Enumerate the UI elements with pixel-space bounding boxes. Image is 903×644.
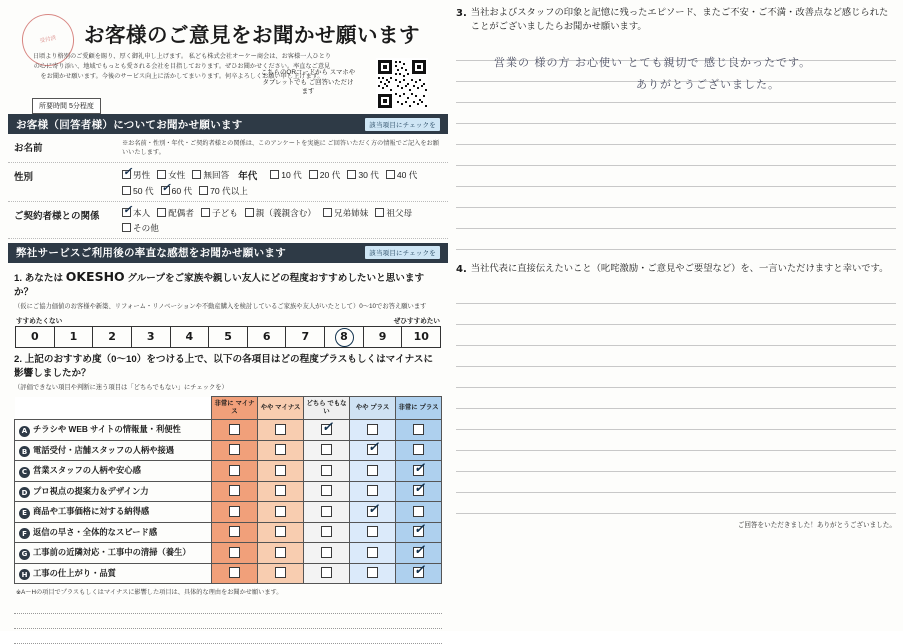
matrix-footnote: ※A～Hの項目でプラスもしくはマイナスに影響した項目は、具体的な理由をお聞かせ願います。 bbox=[16, 589, 283, 597]
question-3 bbox=[456, 6, 896, 34]
checkbox[interactable] bbox=[270, 170, 279, 179]
section-2-tick-note: 該当項目にチェックを bbox=[365, 246, 440, 259]
age-label: 年代 bbox=[238, 170, 258, 182]
checkbox[interactable] bbox=[321, 444, 332, 455]
relation-option-self[interactable] bbox=[122, 207, 150, 219]
question-2-title bbox=[14, 353, 442, 381]
checkbox[interactable] bbox=[367, 526, 378, 537]
cell-b-3[interactable] bbox=[304, 440, 350, 461]
row-marker: D bbox=[19, 487, 30, 498]
checkbox[interactable] bbox=[367, 485, 378, 496]
stamp-icon: 受付済 bbox=[17, 9, 79, 71]
comment-line[interactable] bbox=[14, 599, 442, 614]
option-label: 子ども bbox=[212, 207, 238, 218]
answer-line[interactable] bbox=[456, 124, 896, 145]
column-header-very-positive: 非常に プラス bbox=[396, 397, 442, 420]
cell-g-5[interactable] bbox=[396, 543, 442, 564]
cell-b-2[interactable] bbox=[258, 440, 304, 461]
checkbox[interactable] bbox=[161, 186, 170, 195]
column-header-neutral: どちら でもない bbox=[304, 397, 350, 420]
checkbox[interactable] bbox=[229, 465, 240, 476]
cell-b-4[interactable] bbox=[350, 440, 396, 461]
cell-b-5[interactable] bbox=[396, 440, 442, 461]
cell-b-1[interactable] bbox=[212, 440, 258, 461]
checkbox[interactable] bbox=[367, 506, 378, 517]
question-4 bbox=[456, 262, 896, 277]
row-marker: B bbox=[19, 446, 30, 457]
age-option-30[interactable] bbox=[347, 169, 379, 181]
option-label: 配偶者 bbox=[168, 207, 194, 218]
relation-row bbox=[8, 202, 448, 239]
nps-option-0[interactable]: 0 bbox=[16, 327, 55, 347]
checkbox[interactable] bbox=[192, 170, 201, 179]
right-column bbox=[456, 6, 896, 625]
cell-e-2[interactable] bbox=[258, 502, 304, 523]
checkbox[interactable] bbox=[347, 170, 356, 179]
qr-code-icon bbox=[362, 58, 440, 110]
table-row bbox=[15, 420, 442, 441]
cell-c-3[interactable] bbox=[304, 461, 350, 482]
row-marker: A bbox=[19, 426, 30, 437]
cell-h-1[interactable] bbox=[212, 563, 258, 584]
checkbox[interactable] bbox=[375, 208, 384, 217]
question-1-text-pre: あなたは bbox=[24, 272, 66, 284]
cell-d-2[interactable] bbox=[258, 481, 304, 502]
checkbox[interactable] bbox=[275, 424, 286, 435]
checkbox[interactable] bbox=[321, 526, 332, 537]
brand-name: OKESHO bbox=[65, 268, 125, 284]
section-1-header bbox=[8, 114, 448, 134]
answer-line[interactable] bbox=[456, 430, 896, 451]
cell-a-2[interactable] bbox=[258, 420, 304, 441]
row-text: チラシや WEB サイトの情報量・利便性 bbox=[33, 424, 181, 435]
question-3-number: 3. bbox=[456, 8, 467, 19]
cell-h-3[interactable] bbox=[304, 563, 350, 584]
answer-line[interactable] bbox=[456, 346, 896, 367]
checkbox[interactable] bbox=[367, 547, 378, 558]
gender-age-row bbox=[8, 163, 448, 202]
question-4-text: 当社代表に直接伝えたいこと（叱咤激励・ご意見やご要望など）を、一言いただけますと幸いです。 bbox=[470, 262, 889, 273]
cell-d-5[interactable] bbox=[396, 481, 442, 502]
answer-line[interactable] bbox=[456, 493, 896, 514]
answer-line[interactable] bbox=[456, 409, 896, 430]
checkbox[interactable] bbox=[321, 567, 332, 578]
checkbox[interactable] bbox=[386, 170, 395, 179]
answer-line[interactable] bbox=[456, 451, 896, 472]
row-label-g bbox=[15, 543, 212, 564]
checkbox[interactable] bbox=[275, 526, 286, 537]
checkbox[interactable] bbox=[275, 506, 286, 517]
relation-option-grandparent[interactable] bbox=[375, 207, 412, 219]
relation-option-spouse[interactable] bbox=[157, 207, 194, 219]
option-label: 10 代 bbox=[281, 169, 302, 180]
row-marker: C bbox=[19, 467, 30, 478]
checkbox[interactable] bbox=[245, 208, 254, 217]
checkbox[interactable] bbox=[321, 506, 332, 517]
option-label: 20 代 bbox=[319, 169, 341, 180]
cell-h-5[interactable] bbox=[396, 563, 442, 584]
nps-option-2[interactable]: 2 bbox=[93, 327, 132, 347]
checkbox[interactable] bbox=[157, 208, 166, 217]
checkbox[interactable] bbox=[122, 186, 131, 195]
row-label-b bbox=[15, 440, 212, 461]
relation-options bbox=[122, 207, 442, 234]
question-1-text-post: グループをご家族や親しい友人にどの程度おすすめしたいと思いますか？ bbox=[14, 272, 425, 298]
option-label: 無回答 bbox=[203, 169, 230, 180]
nps-scale[interactable] bbox=[15, 326, 441, 348]
cell-a-3[interactable] bbox=[304, 420, 350, 441]
option-label: 祖父母 bbox=[386, 207, 413, 218]
section-1-tick-note: 該当項目にチェックを bbox=[365, 118, 440, 131]
cell-g-4[interactable] bbox=[350, 543, 396, 564]
answer-line[interactable] bbox=[456, 304, 896, 325]
checkbox[interactable] bbox=[275, 485, 286, 496]
question-1-note: （仮にご協力価値のお客様や新築、リフォーム・リノベーションや不動産購入を検討しているご家族や友人がいたとして）0～10でお答え願います bbox=[14, 302, 427, 310]
cell-a-5[interactable] bbox=[396, 420, 442, 441]
column-header-somewhat-positive: やや プラス bbox=[350, 397, 396, 420]
cell-e-5[interactable] bbox=[396, 502, 442, 523]
question-4-answer-area[interactable] bbox=[456, 283, 896, 514]
checkbox[interactable] bbox=[275, 465, 286, 476]
header-body-text: 日頃より格別のご愛顧を賜り、厚く御礼申し上げます。 私ども株式会社オーケー商会は、お客様一人ひとりの心に寄り添い、地域でもっとも愛される会社を目指しております。ぜひお聞かせください。率直なご意見をお聞かせ願います。今後のサービス向上に活かしてまいります。何卒よろしくお願い申し上げます。 bbox=[32, 53, 332, 81]
checkbox[interactable] bbox=[413, 465, 424, 476]
row-label-e bbox=[15, 502, 212, 523]
time-required-badge: 所要時間 5分程度 bbox=[32, 98, 101, 114]
row-label-d bbox=[15, 481, 212, 502]
checkbox[interactable] bbox=[413, 424, 424, 435]
answer-line[interactable] bbox=[456, 229, 896, 250]
checkbox[interactable] bbox=[367, 424, 378, 435]
checkbox[interactable] bbox=[413, 444, 424, 455]
checkbox[interactable] bbox=[229, 506, 240, 517]
question-3-answer-area[interactable] bbox=[456, 40, 896, 250]
checkbox[interactable] bbox=[199, 186, 208, 195]
gender-option-none[interactable] bbox=[192, 169, 229, 181]
thanks-note: ご回答をいただきました！ありがとうございました。 bbox=[737, 521, 896, 529]
question-1 bbox=[8, 263, 448, 348]
relation-option-sibling[interactable] bbox=[323, 207, 368, 219]
checkbox[interactable] bbox=[367, 567, 378, 578]
cell-d-4[interactable] bbox=[350, 481, 396, 502]
scale-right-label: ぜひすすめたい bbox=[393, 318, 440, 326]
matrix-corner bbox=[15, 397, 212, 420]
checkbox[interactable] bbox=[413, 547, 424, 558]
answer-line[interactable] bbox=[456, 166, 896, 187]
row-marker: E bbox=[19, 508, 30, 519]
checkbox[interactable] bbox=[157, 170, 166, 179]
nps-option-3[interactable]: 3 bbox=[132, 327, 171, 347]
checkbox[interactable] bbox=[413, 526, 424, 537]
option-label: 男性 bbox=[133, 169, 151, 180]
checkbox[interactable] bbox=[229, 567, 240, 578]
checkbox[interactable] bbox=[275, 444, 286, 455]
name-row bbox=[8, 134, 448, 163]
cell-f-4[interactable] bbox=[350, 522, 396, 543]
age-option-40[interactable] bbox=[386, 169, 418, 181]
question-3-text: 当社およびスタッフの印象と記憶に残ったエピソード、またご不安・ご不満・改善点など感じられたことがございましたらお聞かせ願います。 bbox=[470, 7, 889, 31]
question-2-text: 上記のおすすめ度（0～10）をつける上で、以下の各項目はどの程度プラスもしくはマイナスに影響しましたか？ bbox=[14, 354, 434, 379]
checkbox[interactable] bbox=[229, 424, 240, 435]
checkbox[interactable] bbox=[229, 547, 240, 558]
gender-option-female[interactable] bbox=[157, 169, 185, 181]
question-2-note: （評価できない項目や判断に迷う項目は「どちらでもない」にチェックを） bbox=[14, 383, 228, 391]
row-text: プロ視点の提案力＆デザイン力 bbox=[33, 485, 149, 496]
option-label: 兄弟姉妹 bbox=[333, 207, 369, 218]
cell-e-3[interactable] bbox=[304, 502, 350, 523]
checkbox[interactable] bbox=[413, 567, 424, 578]
cell-d-3[interactable] bbox=[304, 481, 350, 502]
name-note: ※お名前・性別・年代・ご契約者様との関係は、このアンケートを実施に ご回答いただく方の情報でご記入をお願いいたします。 bbox=[122, 140, 439, 157]
row-text: 工事前の近隣対応・工事中の清掃（養生） bbox=[33, 547, 191, 558]
comment-line[interactable] bbox=[14, 629, 442, 644]
checkbox[interactable] bbox=[122, 208, 131, 217]
relation-option-child[interactable] bbox=[201, 207, 238, 219]
checkbox[interactable] bbox=[122, 170, 131, 179]
cell-g-1[interactable] bbox=[212, 543, 258, 564]
question-4-number: 4. bbox=[456, 263, 467, 275]
table-row bbox=[15, 563, 442, 584]
column-header-very-negative: 非常に マイナス bbox=[212, 397, 258, 420]
section-2-header bbox=[8, 243, 448, 263]
option-label: 40 代 bbox=[396, 169, 418, 180]
answer-line[interactable] bbox=[456, 208, 896, 229]
cell-a-4[interactable] bbox=[350, 420, 396, 441]
answer-line[interactable] bbox=[456, 283, 896, 304]
row-marker: G bbox=[19, 549, 30, 560]
table-header-row bbox=[15, 397, 442, 420]
cell-c-5[interactable] bbox=[396, 461, 442, 482]
cell-d-1[interactable] bbox=[212, 481, 258, 502]
age-option-70plus[interactable] bbox=[199, 185, 248, 197]
row-label-c bbox=[15, 461, 212, 482]
option-label: 70 代以上 bbox=[210, 185, 248, 196]
table-row bbox=[15, 461, 442, 482]
gender-option-male[interactable] bbox=[122, 169, 150, 181]
row-text: 営業スタッフの人柄や安心感 bbox=[33, 465, 141, 476]
document-header bbox=[8, 6, 448, 110]
table-row bbox=[15, 522, 442, 543]
answer-line[interactable] bbox=[456, 472, 896, 493]
row-label-f bbox=[15, 522, 212, 543]
checkbox[interactable] bbox=[122, 223, 131, 232]
checkbox[interactable] bbox=[275, 567, 286, 578]
age-option-10[interactable] bbox=[270, 169, 302, 181]
impact-matrix-table bbox=[14, 396, 442, 584]
row-marker: F bbox=[19, 528, 30, 539]
table-row bbox=[15, 481, 442, 502]
cell-g-3[interactable] bbox=[304, 543, 350, 564]
checkbox[interactable] bbox=[413, 506, 424, 517]
option-label: 本人 bbox=[133, 207, 151, 218]
nps-option-8[interactable]: 8 bbox=[325, 327, 364, 347]
checkbox[interactable] bbox=[367, 444, 378, 455]
row-marker: H bbox=[19, 569, 30, 580]
comment-line[interactable] bbox=[14, 614, 442, 629]
checkbox[interactable] bbox=[229, 485, 240, 496]
table-row bbox=[15, 440, 442, 461]
row-label-a bbox=[15, 420, 212, 441]
checkbox[interactable] bbox=[321, 485, 332, 496]
row-label-h bbox=[15, 563, 212, 584]
checkbox[interactable] bbox=[321, 465, 332, 476]
section-2-title: 弊社サービスご利用後の率直な感想をお聞かせ願います bbox=[16, 247, 286, 260]
gender-label: 性別 bbox=[14, 171, 34, 183]
nps-option-5[interactable]: 5 bbox=[209, 327, 248, 347]
cell-c-2[interactable] bbox=[258, 461, 304, 482]
option-label: その他 bbox=[133, 222, 159, 233]
cell-h-4[interactable] bbox=[350, 563, 396, 584]
answer-line[interactable] bbox=[456, 367, 896, 388]
free-comment-area[interactable] bbox=[14, 599, 442, 644]
page-title: お客様のご意見をお聞かせ願います bbox=[84, 23, 420, 47]
nps-option-9[interactable]: 9 bbox=[364, 327, 403, 347]
row-text: 商品や工事価格に対する納得感 bbox=[33, 506, 150, 517]
checkbox[interactable] bbox=[309, 170, 318, 179]
matrix-body bbox=[15, 420, 442, 584]
section-1-title: お客様（回答者様）についてお聞かせ願います bbox=[16, 118, 243, 131]
checkbox[interactable] bbox=[321, 547, 332, 558]
cell-h-2[interactable] bbox=[258, 563, 304, 584]
answer-line[interactable] bbox=[456, 103, 896, 124]
age-option-50[interactable] bbox=[122, 185, 154, 197]
handwritten-answer-line-2: ありがとうございました。 bbox=[636, 77, 780, 91]
row-text: 電話受付・店舗スタッフの人柄や接遇 bbox=[33, 444, 175, 455]
nps-option-7[interactable]: 7 bbox=[286, 327, 325, 347]
option-label: 60 代 bbox=[171, 185, 193, 196]
answer-line[interactable] bbox=[456, 325, 896, 346]
cell-c-4[interactable] bbox=[350, 461, 396, 482]
cell-f-3[interactable] bbox=[304, 522, 350, 543]
age-option-60[interactable] bbox=[161, 185, 193, 197]
nps-option-10[interactable]: 10 bbox=[413, 330, 429, 344]
cell-e-1[interactable] bbox=[212, 502, 258, 523]
relation-option-other[interactable] bbox=[122, 222, 159, 234]
option-label: 親（義親含む） bbox=[255, 207, 316, 218]
table-row bbox=[15, 502, 442, 523]
checkbox[interactable] bbox=[275, 547, 286, 558]
checkbox[interactable] bbox=[367, 465, 378, 476]
left-column bbox=[8, 6, 448, 625]
checkbox[interactable] bbox=[323, 208, 332, 217]
scale-end-labels bbox=[16, 315, 440, 325]
option-label: 女性 bbox=[168, 169, 186, 180]
cell-e-4[interactable] bbox=[350, 502, 396, 523]
table-row bbox=[15, 543, 442, 564]
qr-note: こちらのQRコードから スマホやタブレットでも ご回答いただけます bbox=[260, 69, 356, 96]
row-text: 返信の早さ・全体的なスピード感 bbox=[33, 526, 158, 537]
cell-f-2[interactable] bbox=[258, 522, 304, 543]
cell-g-2[interactable] bbox=[258, 543, 304, 564]
question-2-number: 2. bbox=[14, 354, 23, 366]
cell-f-5[interactable] bbox=[396, 522, 442, 543]
cell-a-1[interactable] bbox=[212, 420, 258, 441]
answer-line[interactable] bbox=[456, 388, 896, 409]
relation-label: ご契約者様との関係 bbox=[14, 210, 100, 222]
nps-option-6[interactable]: 6 bbox=[248, 327, 287, 347]
option-label: 30 代 bbox=[358, 169, 379, 180]
question-1-title bbox=[14, 268, 442, 300]
checkbox[interactable] bbox=[201, 208, 210, 217]
option-label: 50 代 bbox=[133, 185, 154, 196]
cell-c-1[interactable] bbox=[212, 461, 258, 482]
handwritten-answer-line-1: 営業の 様の方 お心使い とても親切で 感じ良かったです。 bbox=[494, 55, 812, 69]
gender-age-options bbox=[122, 168, 442, 197]
name-label: お名前 bbox=[14, 143, 43, 154]
row-text: 工事の仕上がり・品質 bbox=[33, 567, 116, 578]
cell-f-1[interactable] bbox=[212, 522, 258, 543]
nps-option-4[interactable]: 4 bbox=[171, 327, 210, 347]
nps-option-1[interactable]: 1 bbox=[55, 327, 94, 347]
checkbox[interactable] bbox=[229, 526, 240, 537]
checkbox[interactable] bbox=[321, 424, 332, 435]
question-1-number: 1. bbox=[14, 272, 23, 284]
column-header-somewhat-negative: やや マイナス bbox=[258, 397, 304, 420]
question-2 bbox=[8, 348, 448, 644]
relation-option-parent[interactable] bbox=[245, 207, 316, 219]
scale-left-label: すすめたくない bbox=[16, 318, 63, 326]
age-option-20[interactable] bbox=[309, 169, 341, 181]
answer-line[interactable] bbox=[456, 187, 896, 208]
answer-line[interactable] bbox=[456, 145, 896, 166]
checkbox[interactable] bbox=[413, 485, 424, 496]
checkbox[interactable] bbox=[229, 444, 240, 455]
